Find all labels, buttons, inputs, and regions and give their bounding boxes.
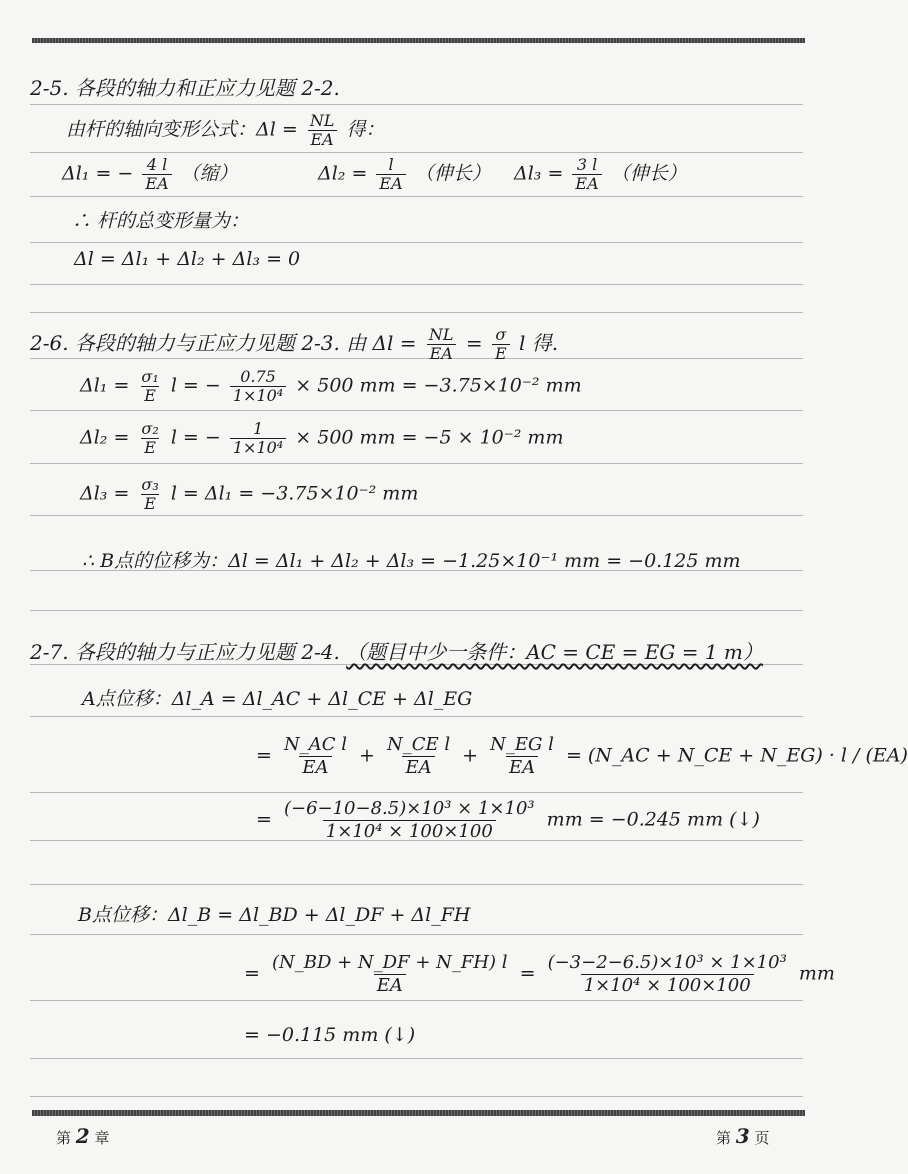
fraction: $\frac{\text{σ₂}}{E}$	[141, 419, 159, 457]
fraction: $\frac{\text{N\_EG l}}{EA}$	[490, 734, 554, 778]
footer-rule	[32, 1110, 805, 1116]
problem-2-5-dl1: Δl₁ = − $\frac{4 l}{EA}$ （缩）	[62, 155, 238, 193]
ruled-line	[30, 284, 803, 285]
ruled-line	[30, 610, 803, 611]
point-b-expansion: = $\frac{(N\_BD + N\_DF + N\_FH) l}{EA}$ = $\frac{\text{(−3−2−6.5)×10³ × 1×10³}}{\text{1×10⁴ × 100×100}}$ mm	[244, 952, 835, 996]
fraction: $\frac{\text{(−6−10−8.5)×10³ × 1×10³}}{\text{1×10⁴ × 100×100}}$	[283, 798, 535, 842]
ruled-line	[30, 515, 803, 516]
fraction: $\frac{NL}{EA}$	[426, 326, 457, 363]
problem-2-6-dl3: Δl₃ = $\frac{\text{σ₃}}{E}$ l = Δl₁ = −3.75×10⁻² mm	[80, 475, 419, 513]
problem-2-6-dl1: Δl₁ = $\frac{\text{σ₁}}{E}$ l = − $\frac{0.75}{\text{1×10⁴}}$ × 500 mm = −3.75×10⁻² mm	[80, 367, 582, 405]
problem-2-6-heading: 2-6. 各段的轴力与正应力见题 2-3. 由 Δl = $\frac{NL}{EA}$ = $\frac{\sigma}{E}$ l 得.	[30, 325, 559, 363]
formula-text: 由杆的轴向变形公式：Δl =	[66, 118, 298, 141]
ruled-line	[30, 410, 803, 411]
fraction: $\frac{\text{(−3−2−6.5)×10³ × 1×10³}}{\text{1×10⁴ × 100×100}}$	[547, 952, 787, 996]
fraction: $\frac{l}{EA}$	[376, 156, 405, 193]
problem-2-5-heading: 2-5. 各段的轴力和正应力见题 2-2.	[30, 76, 340, 100]
fraction: $\frac{0.75}{\text{1×10⁴}}$	[230, 368, 286, 405]
missing-condition-note: （题目中少一条件：AC = CE = EG = 1 m）	[346, 640, 763, 664]
fraction: $\frac{NL}{EA}$	[307, 112, 338, 149]
ruled-line	[30, 884, 803, 885]
problem-2-7-heading: 2-7. 各段的轴力与正应力见题 2-4. （题目中少一条件：AC = CE = EG = 1 m）	[30, 640, 763, 664]
ruled-line	[30, 312, 803, 313]
problem-2-5-dl2: Δl₂ = $\frac{l}{EA}$ （伸长）	[318, 155, 491, 193]
ruled-line	[30, 934, 803, 935]
ruled-line	[30, 104, 803, 105]
point-a-expansion: = $\frac{\text{N\_AC l}}{EA}$ + $\frac{\text{N\_CE l}}{EA}$ + $\frac{\text{N\_EG l}}{EA}$ = (N_AC + N_CE + N_EG) · l / (EA)	[256, 734, 908, 778]
point-a-numeric: = $\frac{\text{(−6−10−8.5)×10³ × 1×10³}}{\text{1×10⁴ × 100×100}}$ mm = −0.245 mm (↓)	[256, 798, 760, 842]
formula-tail: 得：	[346, 118, 385, 141]
fraction: $\frac{\text{σ₃}}{E}$	[141, 475, 159, 513]
chapter-label: 第 2 章	[56, 1124, 110, 1148]
ruled-line	[30, 242, 803, 243]
problem-2-6-result: ∴ B点的位移为：Δl = Δl₁ + Δl₂ + Δl₃ = −1.25×10⁻¹ mm = −0.125 mm	[82, 550, 741, 572]
header-rule	[32, 38, 805, 43]
fraction: $\frac{\sigma}{E}$	[492, 326, 510, 363]
ruled-line	[30, 1096, 803, 1097]
ruled-line	[30, 152, 803, 153]
problem-2-5-total-result: Δl = Δl₁ + Δl₂ + Δl₃ = 0	[74, 248, 301, 270]
fraction: $\frac{\text{σ₁}}{E}$	[141, 367, 159, 405]
page-number: 第 3 页	[716, 1124, 770, 1148]
fraction: $\frac{\text{N\_CE l}}{EA}$	[386, 734, 451, 778]
point-b-displacement-line: B点位移：Δl_B = Δl_BD + Δl_DF + Δl_FH	[78, 904, 471, 926]
fraction: $\frac{(N\_BD + N\_DF + N\_FH) l}{EA}$	[271, 952, 508, 996]
ruled-line	[30, 196, 803, 197]
ruled-line	[30, 716, 803, 717]
ruled-line	[30, 1058, 803, 1059]
ruled-line	[30, 1000, 803, 1001]
problem-2-5-total-label: ∴ 杆的总变形量为：	[72, 210, 250, 232]
point-b-result: = −0.115 mm (↓)	[244, 1024, 416, 1046]
point-a-displacement-line: A点位移：Δl_A = Δl_AC + Δl_CE + Δl_EG	[82, 688, 473, 710]
problem-2-5-formula-line	[66, 112, 385, 149]
problem-2-6-dl2: Δl₂ = $\frac{\text{σ₂}}{E}$ l = − $\frac{1}{\text{1×10⁴}}$ × 500 mm = −5 × 10⁻² mm	[80, 419, 564, 457]
problem-2-5-dl3: Δl₃ = $\frac{3 l}{EA}$ （伸长）	[514, 155, 687, 193]
fraction: $\frac{4 l}{EA}$	[142, 156, 171, 193]
fraction: $\frac{3 l}{EA}$	[572, 156, 601, 193]
ruled-line	[30, 792, 803, 793]
fraction: $\frac{\text{N\_AC l}}{EA}$	[283, 734, 347, 778]
ruled-line	[30, 463, 803, 464]
fraction: $\frac{1}{\text{1×10⁴}}$	[230, 420, 286, 457]
